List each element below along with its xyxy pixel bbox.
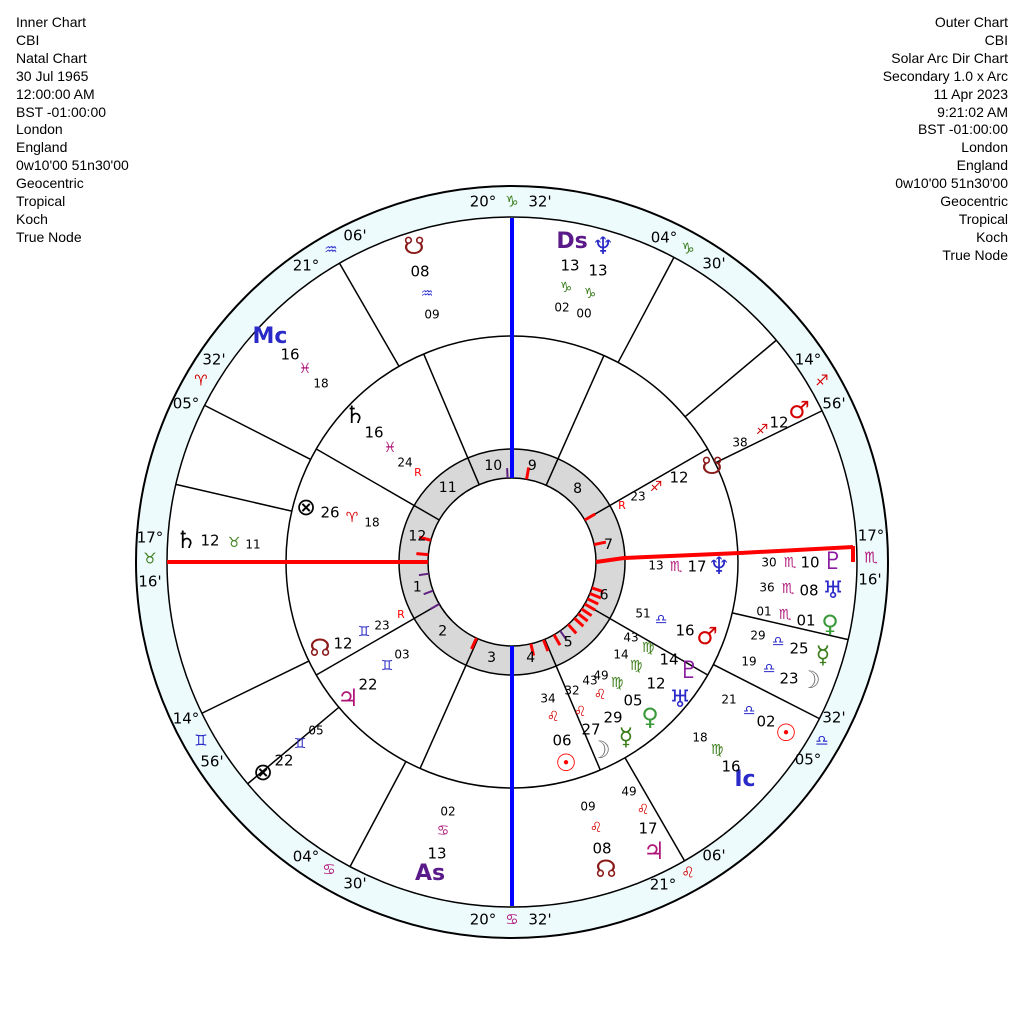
house-number-9: 9 bbox=[527, 458, 537, 475]
cusp-degree: 14° bbox=[172, 709, 200, 728]
outer-info-line: 9:21:02 AM bbox=[937, 103, 1008, 120]
outer-planet-degree: 08 bbox=[410, 262, 430, 281]
inner-planet-degree: 14 bbox=[659, 650, 679, 669]
outer-planet-minutes: 01 bbox=[756, 604, 772, 619]
outer-planet-minutes: 00 bbox=[576, 306, 592, 321]
outer-planet-sign: ♋ bbox=[436, 823, 450, 839]
cusp-degree: 17° bbox=[136, 528, 164, 547]
inner-info-line: 0w10'00 51n30'00 bbox=[16, 157, 129, 174]
outer-planet-glyph: ☽ bbox=[799, 666, 821, 694]
inner-planet-sign: ♓ bbox=[383, 440, 397, 456]
inner-info-line: Tropical bbox=[16, 193, 66, 210]
cusp-degree: 20° bbox=[469, 910, 497, 929]
outer-planet-degree: 12 bbox=[200, 531, 220, 550]
outer-planet-sign: ♒ bbox=[420, 286, 434, 302]
inner-info-line: CBI bbox=[16, 31, 40, 48]
inner-planet-sign: ♎ bbox=[654, 612, 668, 628]
outer-planet-degree: 25 bbox=[789, 639, 809, 658]
inner-planet-minutes: 43 bbox=[582, 673, 598, 688]
retrograde-mark: R bbox=[618, 499, 626, 512]
inner-info-line: London bbox=[16, 121, 63, 138]
outer-info-line: Outer Chart bbox=[934, 14, 1008, 30]
inner-planet-glyph: ♃ bbox=[337, 684, 359, 712]
inner-planet-sign: ♌ bbox=[573, 704, 587, 720]
outer-planet-glyph: ☋ bbox=[403, 232, 425, 260]
inner-planet-glyph: ☽ bbox=[589, 736, 611, 764]
cusp-minutes: 06' bbox=[343, 226, 367, 245]
outer-info-line: BST -01:00:00 bbox=[917, 121, 1008, 138]
outer-planet-glyph: ☊ bbox=[595, 855, 617, 883]
cusp-sign: ♏ bbox=[864, 548, 878, 567]
outer-planet-sign: ♓ bbox=[298, 361, 312, 377]
cusp-sign: ♐ bbox=[815, 371, 829, 390]
inner-planet-glyph: ☉ bbox=[555, 749, 577, 777]
cusp-sign: ♒ bbox=[324, 240, 338, 259]
outer-planet-degree: 13 bbox=[588, 261, 608, 280]
outer-planet-minutes: 30 bbox=[761, 555, 777, 570]
inner-planet-sign: ♐ bbox=[649, 479, 663, 495]
house-number-3: 3 bbox=[487, 649, 497, 666]
house-number-12: 12 bbox=[408, 528, 427, 545]
retrograde-mark: R bbox=[397, 608, 405, 621]
outer-planet-minutes: 02 bbox=[554, 300, 570, 315]
outer-planet-minutes: 19 bbox=[741, 654, 757, 669]
cusp-minutes: 32' bbox=[528, 192, 552, 211]
inner-planet-degree: 16 bbox=[675, 621, 695, 640]
inner-planet-sign: ♌ bbox=[546, 709, 560, 725]
house-number-5: 5 bbox=[563, 634, 573, 651]
outer-info-line: CBI bbox=[984, 31, 1008, 48]
outer-planet-glyph: ⊗ bbox=[252, 758, 274, 786]
inner-info-line: True Node bbox=[16, 228, 82, 245]
cusp-sign: ♎ bbox=[815, 731, 829, 750]
outer-info-line: 11 Apr 2023 bbox=[933, 85, 1008, 102]
inner-planet-sign: ♊ bbox=[357, 624, 371, 640]
inner-planet-glyph: ♅ bbox=[669, 685, 691, 713]
cusp-degree: 05° bbox=[172, 394, 200, 413]
cusp-minutes: 56' bbox=[822, 394, 846, 413]
outer-planet-sign: ♑ bbox=[583, 286, 597, 302]
cusp-degree: 14° bbox=[794, 350, 822, 369]
inner-info-line: 12:00:00 AM bbox=[16, 85, 95, 102]
inner-info-line: Koch bbox=[16, 210, 48, 227]
house-number-10: 10 bbox=[484, 457, 503, 474]
outer-info-line: Geocentric bbox=[940, 193, 1008, 210]
inner-info-line: Natal Chart bbox=[16, 49, 87, 66]
inner-planet-minutes: 34 bbox=[540, 691, 556, 706]
inner-planet-degree: 29 bbox=[603, 708, 623, 727]
inner-info-line: BST -01:00:00 bbox=[16, 103, 107, 120]
inner-planet-sign: ♊ bbox=[380, 658, 394, 674]
outer-planet-minutes: 09 bbox=[580, 799, 596, 814]
inner-planet-degree: 06 bbox=[552, 731, 572, 750]
outer-info-line: Koch bbox=[976, 228, 1008, 245]
outer-info-line: Solar Arc Dir Chart bbox=[891, 49, 1008, 66]
inner-planet-minutes: 49 bbox=[593, 668, 609, 683]
inner-planet-degree: 12 bbox=[333, 634, 353, 653]
inner-info-line: Inner Chart bbox=[16, 14, 87, 30]
inner-planet-degree: 12 bbox=[646, 674, 666, 693]
outer-planet-glyph: ♅ bbox=[822, 576, 844, 604]
cusp-minutes: 16' bbox=[858, 570, 882, 589]
inner-planet-minutes: 03 bbox=[394, 647, 410, 662]
inner-info-line: 30 Jul 1965 bbox=[16, 67, 89, 84]
outer-planet-degree: 16 bbox=[280, 345, 300, 364]
outer-planet-degree: 22 bbox=[274, 751, 294, 770]
outer-planet-sign: ♑ bbox=[559, 280, 573, 296]
inner-planet-sign: ♈ bbox=[345, 510, 359, 526]
outer-planet-glyph: ♆ bbox=[592, 232, 614, 260]
inner-planet-minutes: 51 bbox=[635, 606, 651, 621]
outer-planet-minutes: 29 bbox=[750, 628, 766, 643]
outer-planet-glyph: ♇ bbox=[822, 547, 844, 575]
outer-planet-minutes: 21 bbox=[721, 692, 737, 707]
outer-info-line: True Node bbox=[942, 246, 1008, 263]
cusp-minutes: 32' bbox=[202, 350, 226, 369]
outer-planet-degree: 02 bbox=[756, 712, 776, 731]
inner-planet-degree: 12 bbox=[669, 468, 689, 487]
purple-tick bbox=[507, 468, 508, 478]
center-circle bbox=[428, 478, 596, 646]
cusp-sign: ♈ bbox=[194, 371, 208, 390]
house-number-4: 4 bbox=[526, 650, 536, 667]
cusp-minutes: 32' bbox=[528, 910, 552, 929]
cusp-sign: ♋ bbox=[322, 860, 336, 879]
outer-planet-degree: 16 bbox=[721, 757, 741, 776]
red-tick bbox=[416, 554, 428, 555]
inner-planet-degree: 26 bbox=[320, 503, 340, 522]
inner-planet-glyph: ⊗ bbox=[295, 493, 317, 521]
inner-planet-glyph: ♄ bbox=[344, 401, 366, 429]
house-number-7: 7 bbox=[604, 536, 613, 553]
cusp-degree: 20° bbox=[469, 192, 497, 211]
outer-planet-degree: 08 bbox=[592, 839, 612, 858]
inner-planet-glyph: ♆ bbox=[708, 552, 730, 580]
cusp-degree: 04° bbox=[650, 228, 678, 247]
inner-info-line: England bbox=[16, 139, 68, 156]
inner-planet-sign: ♍ bbox=[629, 658, 643, 674]
outer-planet-degree: 01 bbox=[796, 611, 816, 630]
inner-planet-minutes: 24 bbox=[397, 455, 413, 470]
inner-planet-sign: ♏ bbox=[669, 559, 683, 575]
outer-planet-sign: ♏ bbox=[778, 607, 792, 623]
cusp-sign: ♊ bbox=[194, 731, 208, 750]
cusp-degree: 04° bbox=[292, 847, 320, 866]
outer-planet-sign: ♊ bbox=[293, 736, 307, 752]
outer-planet-sign: ♌ bbox=[636, 802, 650, 818]
inner-planet-minutes: 14 bbox=[613, 647, 629, 662]
inner-planet-glyph: ♀ bbox=[641, 703, 659, 731]
outer-planet-degree: 10 bbox=[800, 553, 820, 572]
cusp-sign: ♋ bbox=[505, 910, 519, 929]
outer-planet-sign: ♉ bbox=[227, 535, 241, 551]
inner-planet-glyph: ☋ bbox=[701, 452, 723, 480]
outer-planet-sign: ♏ bbox=[783, 555, 797, 571]
outer-planet-sign: ♎ bbox=[742, 703, 756, 719]
outer-planet-sign: ♎ bbox=[762, 661, 776, 677]
cusp-degree: 21° bbox=[292, 256, 320, 275]
house-number-2: 2 bbox=[438, 623, 448, 640]
outer-planet-glyph: ☉ bbox=[775, 719, 797, 747]
outer-planet-minutes: 18 bbox=[692, 730, 708, 745]
house-number-1: 1 bbox=[412, 579, 422, 596]
purple-tick bbox=[419, 574, 429, 575]
inner-planet-minutes: 23 bbox=[374, 618, 390, 633]
outer-planet-sign: ♌ bbox=[589, 820, 603, 836]
cusp-minutes: 30' bbox=[702, 254, 726, 273]
inner-planet-minutes: 43 bbox=[623, 630, 639, 645]
inner-planet-minutes: 23 bbox=[630, 489, 646, 504]
cusp-sign: ♑ bbox=[681, 239, 695, 258]
outer-planet-minutes: 11 bbox=[245, 537, 261, 552]
outer-info-line: Secondary 1.0 x Arc bbox=[882, 67, 1008, 84]
cusp-minutes: 16' bbox=[138, 572, 162, 591]
inner-planet-glyph: ☊ bbox=[309, 634, 331, 662]
outer-planet-degree: 13 bbox=[427, 844, 447, 863]
inner-planet-minutes: 18 bbox=[364, 515, 380, 530]
outer-planet-glyph: ♀ bbox=[821, 610, 839, 638]
inner-planet-glyph: ☿ bbox=[618, 723, 634, 751]
cusp-minutes: 56' bbox=[200, 752, 224, 771]
inner-planet-glyph: ♇ bbox=[678, 656, 700, 684]
outer-planet-minutes: 05 bbox=[308, 723, 324, 738]
cusp-degree: 21° bbox=[649, 875, 677, 894]
cusp-degree: 05° bbox=[794, 750, 822, 769]
outer-planet-sign: ♐ bbox=[755, 422, 769, 438]
inner-planet-degree: 22 bbox=[358, 675, 378, 694]
outer-planet-glyph: ♂ bbox=[788, 396, 810, 424]
inner-planet-minutes: 32 bbox=[564, 683, 580, 698]
cusp-degree: 17° bbox=[857, 526, 885, 545]
cusp-minutes: 30' bbox=[343, 874, 367, 893]
outer-planet-degree: 23 bbox=[779, 669, 799, 688]
outer-planet-degree: 12 bbox=[769, 413, 789, 432]
cusp-sign: ♌ bbox=[681, 863, 695, 882]
outer-planet-glyph: Mc bbox=[252, 324, 288, 349]
inner-planet-glyph: ♂ bbox=[696, 622, 718, 650]
outer-info-line: England bbox=[956, 157, 1008, 174]
inner-info-line: Geocentric bbox=[16, 175, 84, 192]
outer-info-line: 0w10'00 51n30'00 bbox=[895, 175, 1008, 192]
inner-planet-sign: ♍ bbox=[641, 640, 655, 656]
outer-planet-minutes: 02 bbox=[440, 804, 456, 819]
outer-planet-minutes: 36 bbox=[759, 580, 775, 595]
outer-planet-sign: ♎ bbox=[771, 634, 785, 650]
outer-planet-sign: ♍ bbox=[710, 742, 724, 758]
house-number-11: 11 bbox=[438, 480, 457, 497]
outer-planet-glyph: Ds bbox=[556, 229, 588, 254]
outer-planet-glyph: Ic bbox=[734, 767, 756, 792]
inner-planet-degree: 05 bbox=[623, 691, 643, 710]
inner-planet-degree: 27 bbox=[581, 720, 601, 739]
cusp-sign: ♉ bbox=[143, 549, 157, 568]
inner-planet-degree: 16 bbox=[364, 423, 384, 442]
house-number-8: 8 bbox=[573, 481, 583, 498]
cusp-minutes: 32' bbox=[822, 708, 846, 727]
outer-planet-minutes: 38 bbox=[732, 435, 748, 450]
outer-planet-sign: ♏ bbox=[781, 581, 795, 597]
outer-planet-minutes: 18 bbox=[313, 376, 329, 391]
outer-planet-minutes: 49 bbox=[621, 784, 637, 799]
outer-planet-glyph: ☿ bbox=[815, 641, 831, 669]
outer-planet-degree: 17 bbox=[638, 819, 658, 838]
inner-planet-sign: ♌ bbox=[593, 687, 607, 703]
cusp-sign: ♑ bbox=[505, 192, 519, 211]
outer-info-line: Tropical bbox=[958, 210, 1008, 227]
retrograde-mark: R bbox=[414, 466, 422, 479]
outer-info-line: London bbox=[961, 139, 1008, 156]
inner-planet-degree: 17 bbox=[687, 557, 707, 576]
outer-planet-glyph: As bbox=[414, 861, 446, 886]
outer-planet-glyph: ♃ bbox=[643, 837, 665, 865]
outer-planet-degree: 13 bbox=[560, 256, 580, 275]
cusp-minutes: 06' bbox=[702, 846, 726, 865]
house-number-6: 6 bbox=[599, 587, 609, 604]
outer-planet-degree: 08 bbox=[799, 581, 819, 600]
outer-planet-glyph: ♄ bbox=[175, 526, 197, 554]
inner-planet-sign: ♍ bbox=[610, 675, 624, 691]
inner-planet-minutes: 13 bbox=[648, 558, 664, 573]
outer-planet-minutes: 09 bbox=[424, 307, 440, 322]
